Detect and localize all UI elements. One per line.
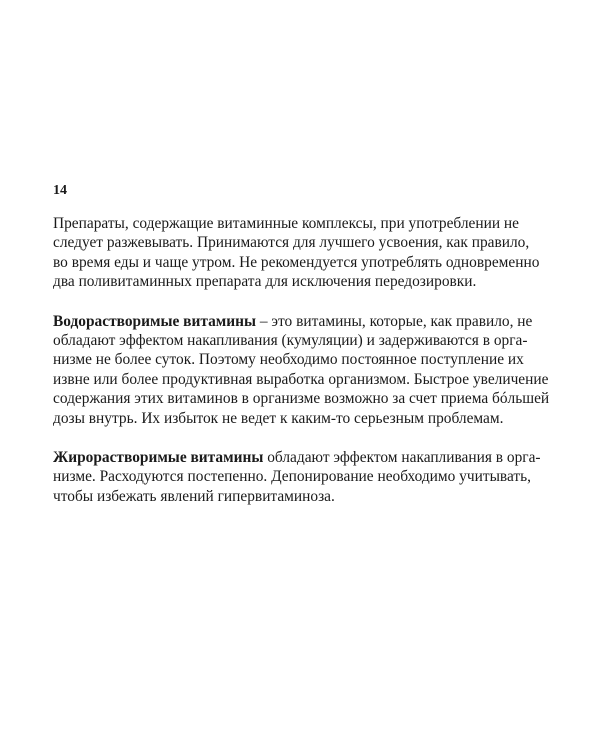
paragraph-line: два поливитаминных препарата для исключения передозировки. bbox=[53, 273, 477, 291]
paragraph-line: Препараты, содержащие витаминные комплексы, при употреблении не bbox=[53, 215, 519, 232]
paragraph-water-soluble bbox=[53, 312, 550, 428]
term-water-soluble: Водорастворимые витамины bbox=[53, 312, 257, 330]
paragraph-line: низме не более суток. Поэтому необходимо постоянное поступление их bbox=[53, 351, 524, 369]
paragraph-vitamin-complexes bbox=[53, 214, 550, 292]
paragraph-fat-soluble bbox=[53, 448, 550, 506]
page-number: 14 bbox=[53, 183, 67, 198]
paragraph-line: дозы внутрь. Их избыток не ведет к каким-то серьезным проблемам. bbox=[53, 409, 504, 427]
paragraph-line: следует разжевывать. Принимаются для лучшего усвоения, как правило, bbox=[53, 234, 530, 252]
term-fat-soluble: Жирорастворимые витамины bbox=[53, 449, 264, 467]
paragraph-line: низме. Расходуются постепенно. Депонирование необходимо учитывать, bbox=[53, 468, 532, 486]
paragraph-line: обладают эффектом накапливания в орга- bbox=[263, 449, 541, 467]
paragraph-line: обладают эффектом накапливания (кумуляции) и задерживаются в орга- bbox=[53, 332, 528, 350]
paragraph-line: во время еды и чаще утром. Не рекомендуется употреблять одновременно bbox=[53, 253, 540, 271]
paragraph-line: извне или более продуктивная выработка организмом. Быстрое увеличение bbox=[53, 370, 549, 388]
document-page bbox=[53, 182, 550, 526]
paragraph-line: – это витамины, которые, как правило, не bbox=[256, 312, 533, 330]
paragraph-line: чтобы избежать явлений гипервитаминоза. bbox=[53, 487, 335, 505]
paragraph-line: содержания этих витаминов в организме возможно за счет приема бóльшей bbox=[53, 390, 550, 408]
